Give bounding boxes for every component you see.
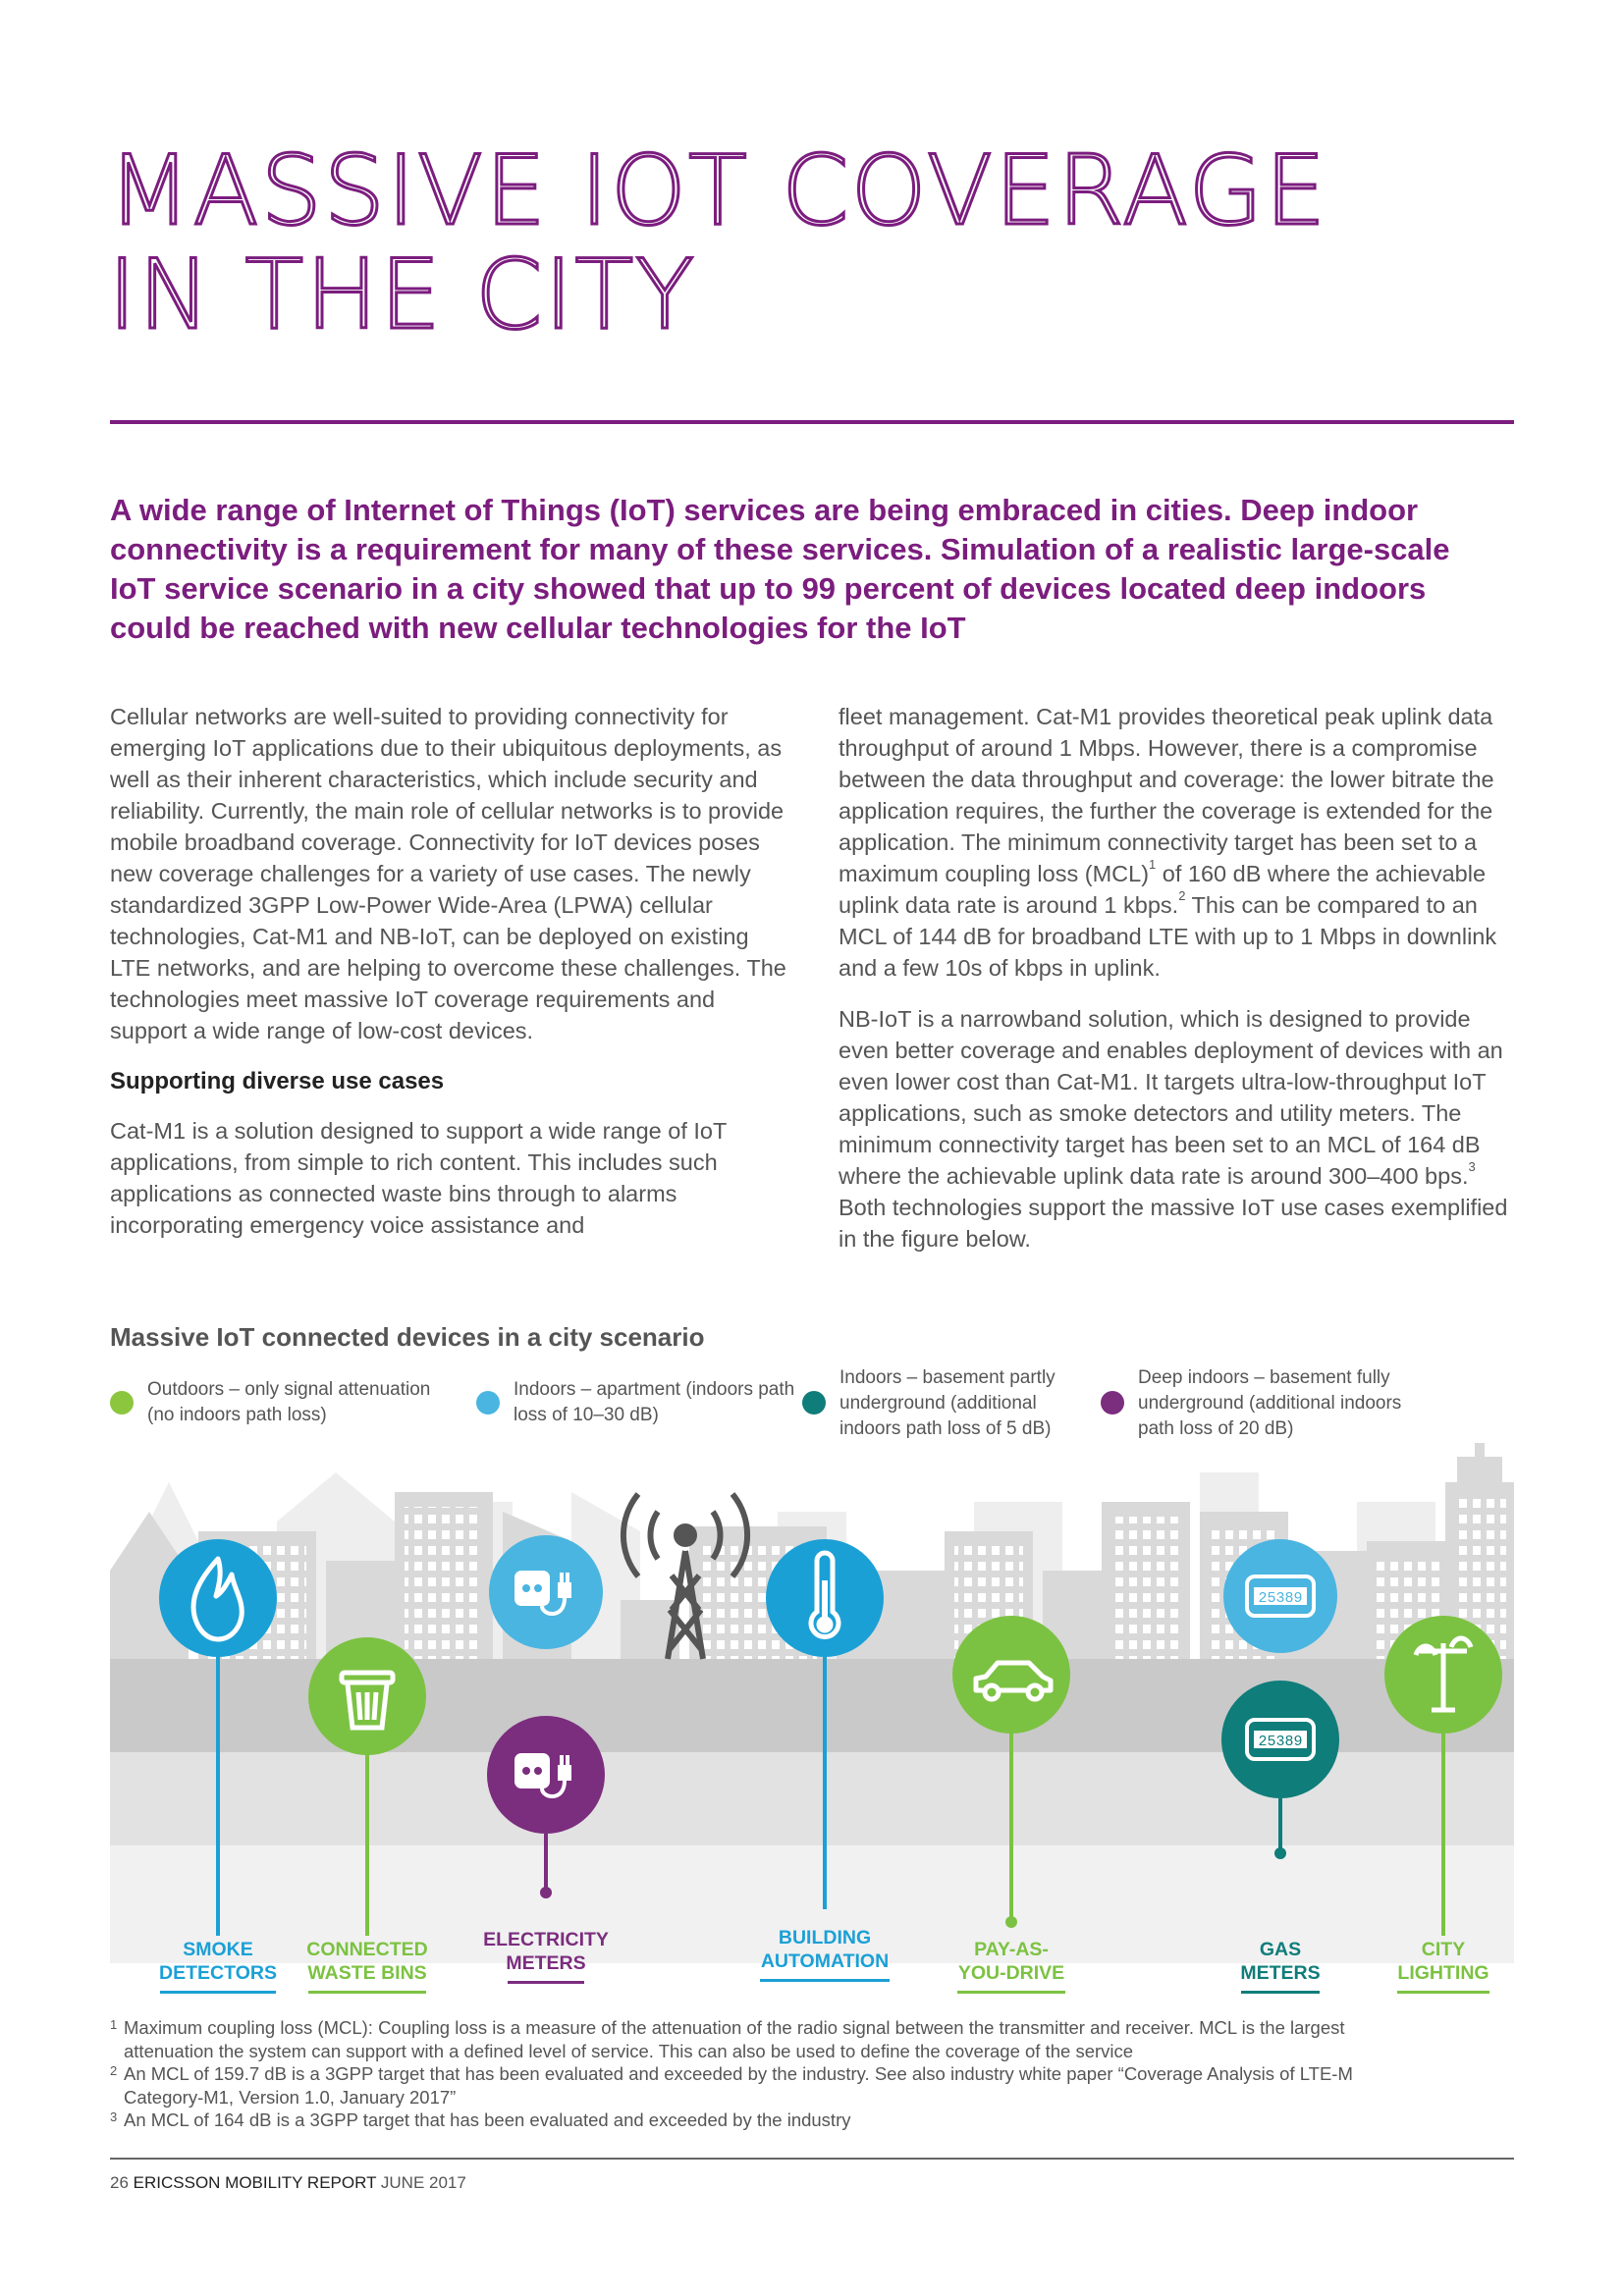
page-footer (110, 2173, 466, 2193)
figure-title: Massive IoT connected devices in a city scenario (110, 1322, 705, 1352)
body-paragraph: Cellular networks are well-suited to providing connectivity for emerging IoT applications due to their ubiquitous deployments, as well as their inherent characteristics, which include security and reliability. Currently, the main role of cellular networks is to provide mobile broadband coverage. Connectivity for IoT devices poses new coverage challenges for a variety of use cases. The newly standardized 3GPP Low-Power Wide-Area (LPWA) cellular technologies, Cat-M1 and NB-IoT, can be deployed on existing LTE networks, and are helping to overcome these challenges. The technologies meet massive IoT coverage requirements and support a wide range of low-cost devices. (110, 704, 786, 1043)
text-run: Both technologies support the massive IoT use cases exemplified in the figure below. (839, 1195, 1508, 1252)
stem-dot (1274, 1847, 1286, 1859)
body-column-left (110, 701, 787, 1260)
legend-label: Outdoors – only signal attenuation (no indoors path loss) (147, 1379, 431, 1425)
caption-label: SMOKE DETECTORS (159, 1939, 277, 1984)
footnote-text: Maximum coupling loss (MCL): Coupling loss is a measure of the attenuation of the radio signal between the transmitter and receiver. MCL is the largest attenuation the system can support with a defined level of service. This can also be used to define the coverage of the service (124, 2017, 1345, 2061)
caption-underline (160, 1991, 276, 1994)
footnote-ref: 2 (1178, 888, 1186, 904)
footnote (110, 2062, 1416, 2109)
city-illustration (110, 1433, 1514, 2002)
body-paragraph (839, 701, 1516, 984)
footnote-text: An MCL of 159.7 dB is a 3GPP target that has been evaluated and exceeded by the industry. See also industry white paper “Coverage Analysis of LTE-M Category-M1, Version 1.0, January 2017” (124, 2063, 1353, 2108)
pay-as-you-drive-circle (952, 1616, 1070, 1734)
text-run: NB-IoT is a narrowband solution, which is designed to provide even better coverage and enables deployment of devices with an even lower cost than Cat-M1. It targets ultra-low-throughput IoT applications, such as smoke detectors and utility meters. The minimum connectivity target has been set to an MCL of 164 dB where the achievable uplink data rate is around 300–400 bps. (839, 1006, 1503, 1189)
caption-building-automation (756, 1926, 893, 1982)
text-run: of 160 dB where the achievable uplink data rate is around 1 kbps. (839, 861, 1487, 918)
legend-dot-icon (802, 1391, 826, 1415)
section-subheading: Supporting diverse use cases (110, 1068, 445, 1095)
caption-underline (957, 1991, 1065, 1994)
footnote-number: 1 (110, 2017, 118, 2032)
caption-label: BUILDING AUTOMATION (760, 1927, 890, 1972)
meter-reading: 25389 (1258, 1590, 1303, 1607)
city-scenario-figure (110, 1433, 1514, 2002)
caption-underline (1241, 1991, 1320, 1994)
text-run: fleet management. Cat-M1 provides theoretical peak uplink data throughput of around 1 Mbps. However, there is a compromise between the data throughput and coverage: the lower bitrate the application requires, the further the coverage is extended for the application. The minimum connectivity target has been set to a maximum coupling loss (MCL) (839, 704, 1494, 886)
caption-smoke-detectors (149, 1938, 287, 1994)
legend-dot-icon (476, 1391, 500, 1415)
caption-label: GAS METERS (1240, 1939, 1321, 1984)
trash-bin-icon (342, 1673, 393, 1728)
title-line-1: MASSIVE IOT COVERAGE (108, 135, 1328, 247)
title-line-2: IN THE CITY (108, 240, 697, 351)
body-paragraph: Cat-M1 is a solution designed to support a wide range of IoT applications, from simple to rich content. This includes such applications as connected waste bins through to alarms incorporating emergency voice assistance and (110, 1118, 727, 1238)
report-name: ERICSSON MOBILITY REPORT (133, 2173, 377, 2192)
page-number: 26 (110, 2173, 129, 2192)
footer-divider (110, 2158, 1514, 2160)
caption-pay-as-you-drive (952, 1938, 1070, 1994)
legend-label: Indoors – basement partly underground (additional indoors path loss of 5 dB) (839, 1367, 1056, 1439)
caption-label: ELECTRICITY METERS (483, 1929, 609, 1974)
caption-underline (1397, 1991, 1489, 1994)
footnote-ref: 3 (1468, 1159, 1476, 1175)
footnotes (110, 2016, 1416, 2132)
legend-label: Deep indoors – basement fully underground (additional indoors path loss of 20 dB) (1138, 1367, 1402, 1439)
stem-dot (540, 1887, 552, 1898)
caption-city-lighting (1389, 1938, 1497, 1994)
caption-label: CONNECTED WASTE BINS (306, 1939, 428, 1984)
caption-label: PAY-AS-YOU-DRIVE (957, 1939, 1065, 1984)
caption-gas-meters (1236, 1938, 1325, 1994)
lead-paragraph: A wide range of Internet of Things (IoT) services are being embraced in cities. Deep indoor connectivity is a requirement for many of these services. Simulation of a realistic large-scale IoT service scenario in a city showed that up to 99 percent of devices located deep indoors could be reached with new cellular technologies for the IoT (110, 493, 1450, 645)
meter-reading: 25389 (1258, 1734, 1303, 1750)
caption-connected-waste-bins (298, 1938, 436, 1994)
footnote (110, 2016, 1416, 2062)
footnote-number: 2 (110, 2063, 118, 2078)
stem-dot (1005, 1916, 1017, 1928)
footnote-ref: 1 (1149, 857, 1157, 873)
footnote-number: 3 (110, 2109, 118, 2124)
legend-dot-icon (1101, 1391, 1124, 1415)
legend-dot-icon (110, 1391, 134, 1415)
footnote (110, 2109, 1416, 2132)
report-date: JUNE 2017 (380, 2173, 466, 2192)
body-paragraph (839, 1003, 1516, 1255)
caption-underline (508, 1981, 584, 1984)
caption-underline (308, 1991, 426, 1994)
page-title (108, 135, 1532, 351)
footnote-text: An MCL of 164 dB is a 3GPP target that has been evaluated and exceeded by the industry (124, 2109, 851, 2130)
legend-label: Indoors – apartment (indoors path loss of 10–30 dB) (514, 1379, 795, 1425)
body-column-right (839, 701, 1516, 1274)
title-divider (110, 420, 1514, 424)
caption-label: CITY LIGHTING (1397, 1939, 1489, 1984)
caption-electricity-meters (477, 1928, 615, 1984)
text-run: This can be compared to an MCL of 144 dB for broadband LTE with up to 1 Mbps in downlink and a few 10s of kbps in uplink. (839, 892, 1497, 981)
caption-underline (760, 1979, 890, 1982)
